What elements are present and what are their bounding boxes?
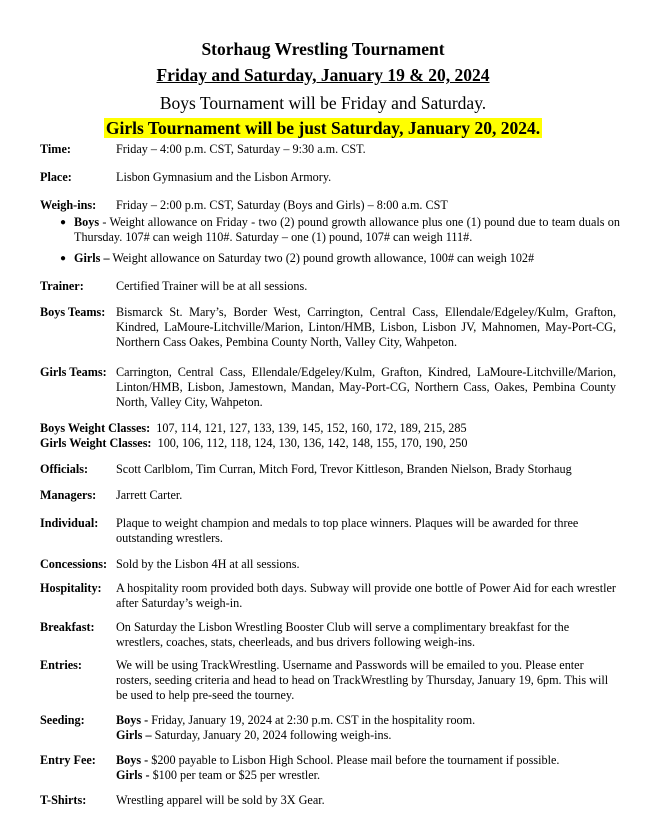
hospitality-label: Hospitality: bbox=[40, 581, 102, 595]
bullet-icon: ● bbox=[60, 217, 67, 228]
boys-teams-label: Boys Teams: bbox=[40, 305, 106, 319]
weighins-value: Friday – 2:00 p.m. CST, Saturday (Boys and Girls) – 8:00 a.m. CST bbox=[116, 198, 448, 212]
place-value: Lisbon Gymnasium and the Lisbon Armory. bbox=[116, 170, 332, 184]
girls-allowance-text: Weight allowance on Saturday two (2) pound growth allowance, 100# can weigh 102# bbox=[109, 251, 535, 265]
individual-label: Individual: bbox=[40, 516, 99, 530]
entry-fee-boys-lead: Boys - bbox=[116, 753, 149, 767]
time-value: Friday – 4:00 p.m. CST, Saturday – 9:30 a.m. CST. bbox=[116, 142, 366, 156]
individual-value: Plaque to weight champion and medals to top place winners. Plaques will be awarded for three outstanding wrestlers. bbox=[116, 516, 579, 545]
girls-weight-classes bbox=[40, 436, 467, 451]
hospitality-value: A hospitality room provided both days. Subway will provide one bottle of Power Aid for each wrestler after Saturday’s weigh-in. bbox=[116, 581, 616, 610]
entry-fee-boys bbox=[116, 753, 616, 768]
tshirts-label: T-Shirts: bbox=[40, 793, 87, 807]
entries-label: Entries: bbox=[40, 658, 82, 672]
seeding-girls-text: Saturday, January 20, 2024 following weigh-ins. bbox=[151, 728, 392, 742]
boys-allowance-text: - Weight allowance on Friday - two (2) pound growth allowance plus one (1) pound due to team duals on Thursday. 107# can weigh 110#. Saturday – one (1) pound, 107# can weigh 111#. bbox=[74, 215, 620, 244]
boys-weight-classes bbox=[40, 421, 467, 436]
document-title: Storhaug Wrestling Tournament bbox=[201, 39, 445, 59]
girls-schedule-line bbox=[0, 117, 646, 141]
tournament-dates: Friday and Saturday, January 19 & 20, 2024 bbox=[156, 65, 490, 85]
seeding-boys-text: Friday, January 19, 2024 at 2:30 p.m. CST in the hospitality room. bbox=[148, 713, 476, 727]
girls-weight-classes-value: 100, 106, 112, 118, 124, 130, 136, 142, 148, 155, 170, 190, 250 bbox=[157, 436, 468, 450]
boys-schedule-line: Boys Tournament will be Friday and Saturday. bbox=[159, 93, 487, 113]
boys-weight-classes-label: Boys Weight Classes: bbox=[40, 421, 151, 435]
place-label: Place: bbox=[40, 170, 72, 184]
girls-lead: Girls – bbox=[74, 251, 110, 265]
girls-teams-value: Carrington, Central Cass, Ellendale/Edgeley/Kulm, Grafton, Kindred, LaMoure-Litchville/Marion, Linton/HMB, Lisbon, Jamestown, Mandan, May-Port-CG, Northern Cass, Oakes, Pembina County North, Valley City, Wahpeton. bbox=[116, 365, 616, 409]
concessions-value: Sold by the Lisbon 4H at all sessions. bbox=[116, 557, 300, 571]
seeding-boys bbox=[116, 713, 616, 728]
entry-fee-label: Entry Fee: bbox=[40, 753, 96, 767]
boys-weight-allowance bbox=[74, 215, 620, 245]
entry-fee-girls bbox=[116, 768, 616, 783]
managers-value: Jarrett Carter. bbox=[116, 488, 183, 502]
boys-lead: Boys bbox=[74, 215, 100, 229]
boys-teams-value: Bismarck St. Mary’s, Border West, Carrington, Central Cass, Ellendale/Edgeley/Kulm, Grafton, Kindred, LaMoure-Litchville/Marion, Linton/HMB, Lisbon, Lisbon JV, Mahnomen, May-Port-CG, Northern Cass Oakes, Pembina County North, Valley City, Wahpeton. bbox=[116, 305, 616, 349]
tshirts-value: Wrestling apparel will be sold by 3X Gear. bbox=[116, 793, 325, 807]
trainer-value: Certified Trainer will be at all sessions. bbox=[116, 279, 308, 293]
entry-fee-girls-text: $100 per team or $25 per wrestler. bbox=[149, 768, 321, 782]
bullet-icon: ● bbox=[60, 253, 67, 264]
girls-teams-label: Girls Teams: bbox=[40, 365, 107, 379]
time-label: Time: bbox=[40, 142, 71, 156]
entry-fee-girls-lead: Girls - bbox=[116, 768, 150, 782]
weighins-label: Weigh-ins: bbox=[40, 198, 97, 212]
boys-weight-classes-value: 107, 114, 121, 127, 133, 139, 145, 152, 160, 172, 189, 215, 285 bbox=[156, 421, 467, 435]
officials-label: Officials: bbox=[40, 462, 89, 476]
breakfast-label: Breakfast: bbox=[40, 620, 95, 634]
girls-weight-allowance bbox=[74, 251, 620, 266]
girls-schedule-highlight: Girls Tournament will be just Saturday, January 20, 2024. bbox=[105, 118, 541, 138]
girls-weight-classes-label: Girls Weight Classes: bbox=[40, 436, 152, 450]
breakfast-value: On Saturday the Lisbon Wrestling Booster Club will serve a complimentary breakfast for the wrestlers, coaches, stats, cheerleads, and bus drivers following weigh-ins. bbox=[116, 620, 570, 649]
seeding-boys-lead: Boys - bbox=[116, 713, 149, 727]
seeding-girls-lead: Girls – bbox=[116, 728, 152, 742]
concessions-label: Concessions: bbox=[40, 557, 108, 571]
seeding-label: Seeding: bbox=[40, 713, 85, 727]
entries-value: We will be using TrackWrestling. Username and Passwords will be emailed to you. Please enter rosters, seeding criteria and head to head on TrackWrestling by Thursday, January 19, 6pm. This will be used to help pre-seed the tourney. bbox=[116, 658, 609, 702]
trainer-label: Trainer: bbox=[40, 279, 84, 293]
managers-label: Managers: bbox=[40, 488, 97, 502]
seeding-girls bbox=[116, 728, 616, 743]
officials-value: Scott Carlblom, Tim Curran, Mitch Ford, Trevor Kittleson, Branden Nielson, Brady Storhaug bbox=[116, 462, 572, 476]
entry-fee-boys-text: $200 payable to Lisbon High School. Please mail before the tournament if possible. bbox=[148, 753, 560, 767]
